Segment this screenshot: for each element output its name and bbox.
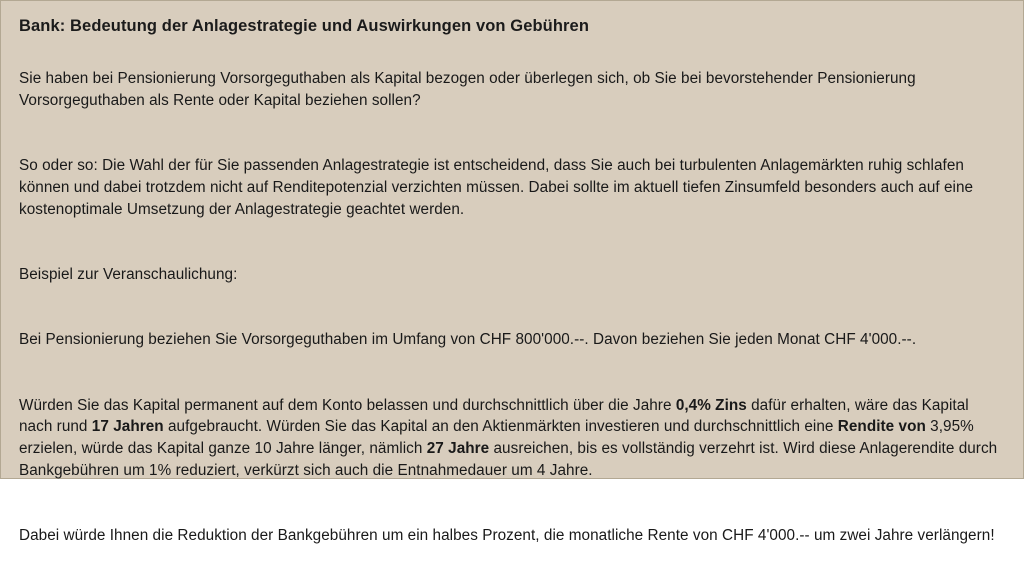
calc-highlight-years-27: 27 Jahre	[426, 439, 490, 457]
paragraph-strategy: So oder so: Die Wahl der für Sie passenden Anlagestrategie ist entscheidend, dass Sie auch bei turbulenten Anlagemärkten ruhig schlafen können und dabei trotzdem nicht auf Renditepotenzial verzichten müssen. Dabei sollte im aktuell tiefen Zinsumfeld besonders auch auf eine kostenoptimale Umsetzung der Anlagestrategie geachtet werden.	[19, 157, 974, 218]
page-title: Bank: Bedeutung der Anlagestrategie und Auswirkungen von Gebühren	[19, 17, 590, 35]
paragraph-conclusion: Dabei würde Ihnen die Reduktion der Bankgebühren um ein halbes Prozent, die monatliche Rente von CHF 4'000.-- um zwei Jahre verlängern!	[19, 526, 995, 544]
calc-text-2: dafür erhalten, wäre das Kapital nach rund	[19, 396, 969, 436]
paragraph-calculation	[19, 395, 1004, 482]
calc-text-5: ausreichen, bis es vollständig verzehrt ist. Wird diese Anlagerendite durch Bankgebühren um 1% reduziert, verkürzt sich auch die Entnahmedauer um 4 Jahre.	[19, 439, 998, 479]
calc-highlight-return-label: Rendite von	[837, 418, 926, 436]
calc-text-1: Würden Sie das Kapital permanent auf dem Konto belassen und durchschnittlich über die Jahre	[19, 396, 676, 414]
calc-text-4: 3,95% erzielen, würde das Kapital ganze 10 Jahre länger, nämlich	[19, 418, 974, 457]
calc-highlight-years-17: 17 Jahren	[91, 418, 164, 436]
paragraph-example-heading: Beispiel zur Veranschaulichung:	[19, 265, 238, 283]
body-copy	[19, 53, 1005, 562]
calc-text-3: aufgebraucht. Würden Sie das Kapital an den Aktienmärkten investieren und durchschnittlich eine	[163, 418, 838, 436]
paragraph-example-figures: Bei Pensionierung beziehen Sie Vorsorgeguthaben im Umfang von CHF 800'000.--. Davon beziehen Sie jeden Monat CHF 4'000.--.	[19, 331, 917, 349]
paragraph-intro: Sie haben bei Pensionierung Vorsorgeguthaben als Kapital bezogen oder überlegen sich, ob Sie bei bevorstehender Pensionierung Vorsorgeguthaben als Rente oder Kapital beziehen sollen?	[19, 70, 916, 109]
calc-highlight-interest: 0,4% Zins	[675, 396, 747, 414]
